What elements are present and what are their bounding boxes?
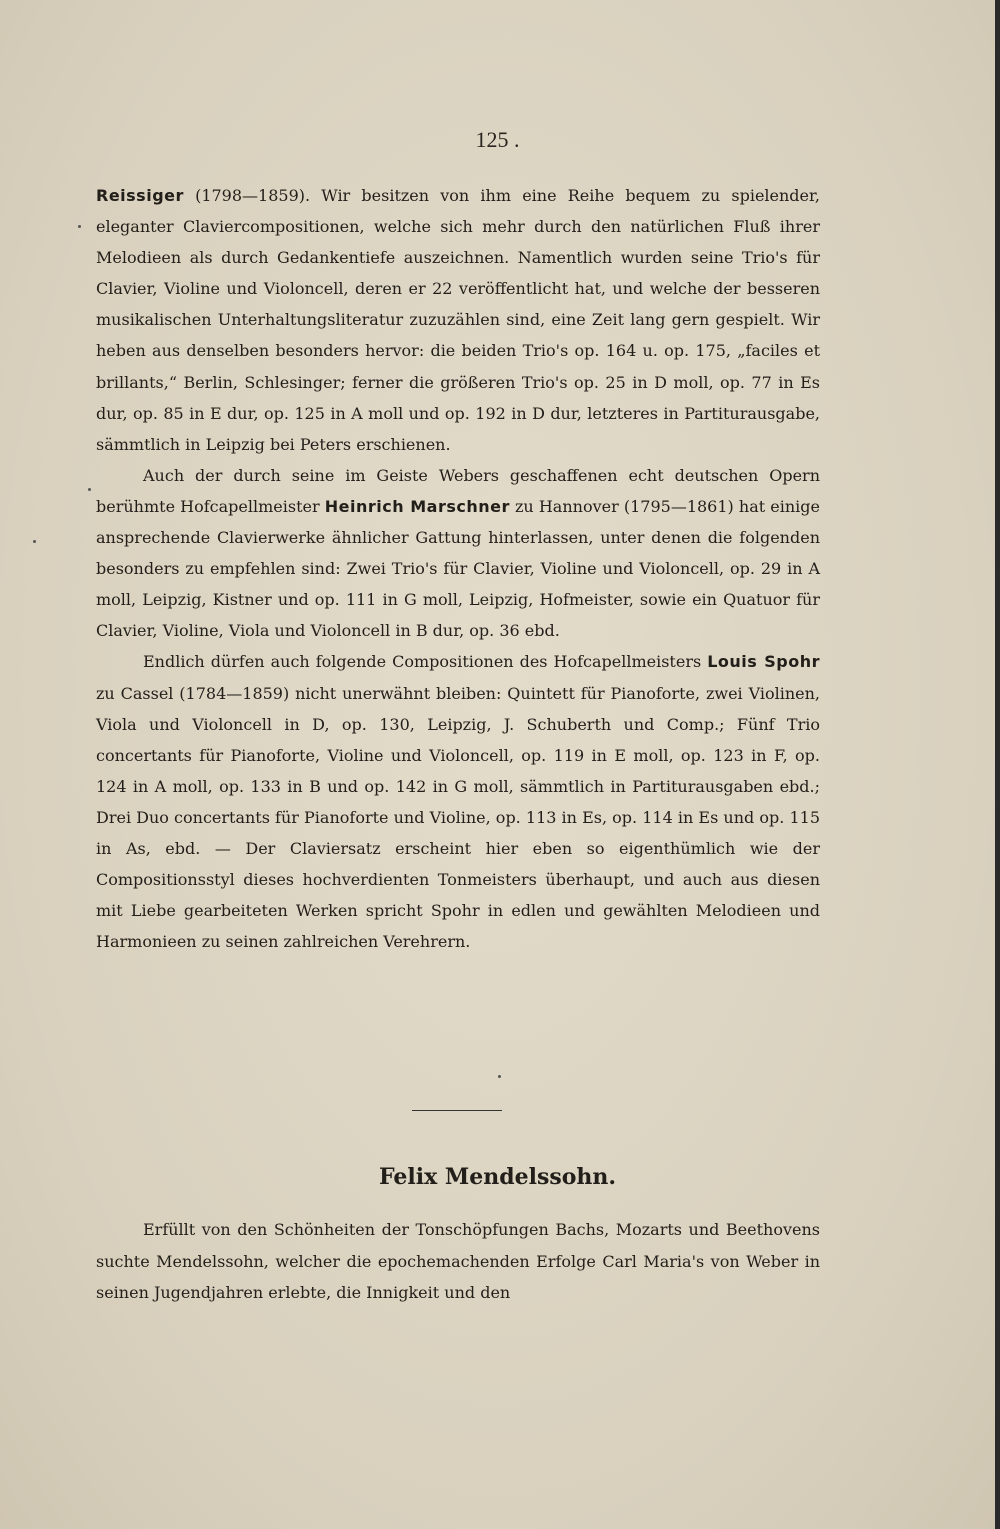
section-divider (412, 1110, 502, 1111)
paragraph-marschner (96, 460, 820, 647)
paragraph-mendelssohn: Erfüllt von den Schönheiten der Tonschöpfungen Bachs, Mozarts und Beethovens suchte Mendelssohn, welcher die epochemachenden Erfolge Carl Maria's von Weber in seinen Jugendjahren erlebte, die Innigkeit und den (96, 1220, 820, 1302)
body-text (96, 180, 820, 957)
paragraph-text: zu Hannover (1795—1861) hat einige ansprechende Clavierwerke ähnlicher Gattung hinterlassen, unter denen die folgenden besonders zu empfehlen sind: Zwei Trio's für Clavier, Violine und Violoncell, op. 29 in A moll, Leipzig, Kistner und op. 111 in G moll, Leipzig, Hofmeister, sowie ein Quatuor für Clavier, Violine, Viola und Violoncell in B dur, op. 36 ebd. (96, 496, 821, 641)
composer-name: Heinrich Marschner (324, 496, 510, 516)
composer-name: Reissiger (96, 186, 184, 205)
page-number: 125 . (475, 127, 520, 152)
page-speck (78, 225, 81, 228)
paragraph-text: Auch der durch seine im Geiste Webers geschaffenen echt deutschen Opern berühmte Hofcapellmeister (96, 465, 820, 516)
paragraph-text: Endlich dürfen auch folgende Compositionen des Hofcapellmeisters (143, 652, 708, 672)
paragraph-reissiger (96, 180, 820, 460)
paragraph-spohr (96, 646, 820, 957)
section-heading: Felix Mendelssohn. (378, 1164, 617, 1190)
page-speck (498, 1075, 501, 1078)
paragraph-text: (1798—1859). Wir besitzen von ihm eine Reihe bequem zu spielender, eleganter Claviercompositionen, welche sich mehr durch den natürlichen Fluß ihrer Melodieen als durch Gedankentiefe auszeichnen. Namentlich wurden seine Trio's für Clavier, Violine und Violoncell, deren er 22 veröffentlicht hat, und welche der besseren musikalischen Unterhaltungsliteratur zuzuzählen sind, eine Zeit lang gern gespielt. Wir heben aus denselben besonders hervor: die beiden Trio's op. 164 u. op. 175, „faciles et brillants,“ Berlin, Schlesinger; ferner die größeren Trio's op. 25 in D moll, op. 77 in Es dur, op. 85 in E dur, op. 125 in A moll und op. 192 in D dur, letzteres in Partiturausgabe, sämmtlich in Leipzig bei Peters erschienen. (96, 186, 820, 454)
composer-name: Louis Spohr (707, 652, 820, 672)
page-speck (88, 488, 91, 491)
paragraph-text: zu Cassel (1784—1859) nicht unerwähnt bleiben: Quintett für Pianoforte, zwei Violinen, Viola und Violoncell in D, op. 130, Leipzig, J. Schuberth und Comp.; Fünf Trio concertants für Pianoforte, Violine und Violoncell, op. 119 in E moll, op. 123 in F, op. 124 in A moll, op. 133 in B und op. 142 in G moll, sämmtlich in Partiturausgaben ebd.; Drei Duo concertants für Pianoforte und Violine, op. 113 in Es, op. 114 in Es und op. 115 in As, ebd. — Der Claviersatz erscheint hier eben so eigenthümlich wie der Compositionsstyl dieses hochverdienten Tonmeisters überhaupt, und auch aus diesen mit Liebe gearbeiteten Werken spricht Spohr in edlen und gewählten Melodieen und Harmonieen zu seinen zahlreichen Verehrern. (96, 683, 820, 952)
body-text-mendelssohn (96, 1214, 820, 1309)
page-speck (33, 540, 36, 543)
page-edge (995, 0, 1000, 1529)
